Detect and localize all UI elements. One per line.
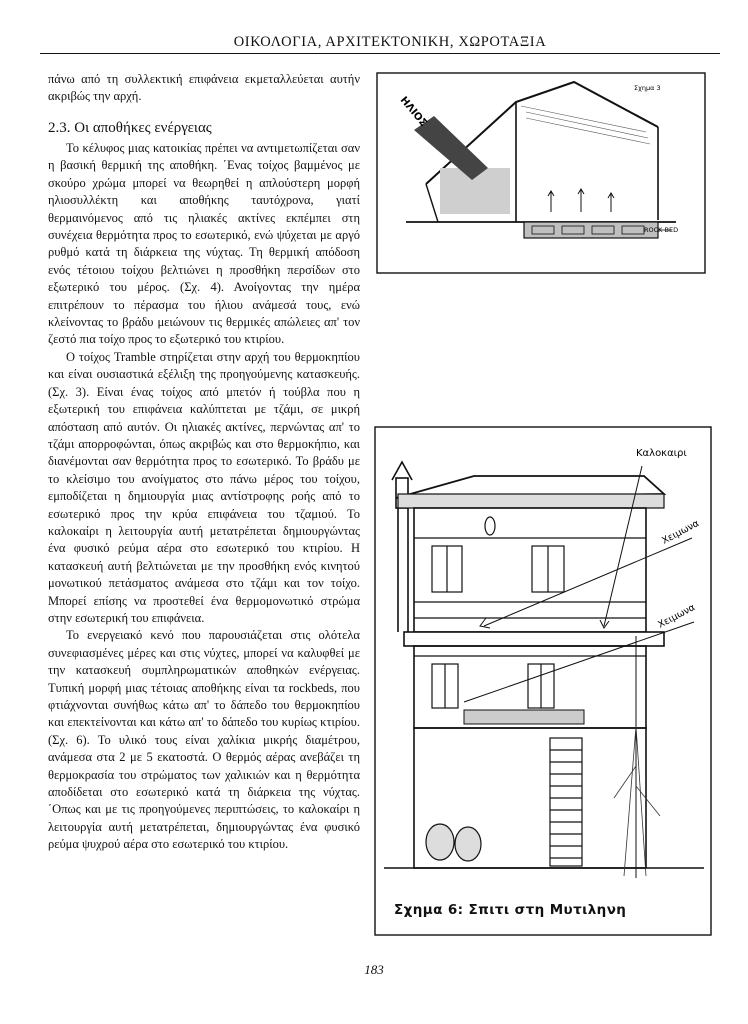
running-header: ΟΙΚΟΛΟΓΙΑ, ΑΡΧΙΤΕΚΤΟΝΙΚΗ, ΧΩΡΟΤΑΞΙΑ xyxy=(233,34,547,50)
summer-label: Καλοκαιρι xyxy=(636,448,687,459)
figure-6-drawing xyxy=(374,426,712,936)
figure-3-drawing xyxy=(376,72,706,274)
sun-label: ΗΛΙΟΣ xyxy=(397,94,429,129)
intro-paragraph xyxy=(48,71,360,106)
winter-label-2: Χειμωνα xyxy=(656,601,698,631)
staircase xyxy=(550,738,582,866)
sun-direction-lines xyxy=(464,466,694,878)
jars xyxy=(426,824,481,861)
header-rule xyxy=(40,53,720,54)
solar-storage xyxy=(464,710,584,724)
rock-bed-label: ROCK BED xyxy=(644,226,679,234)
eave xyxy=(398,494,664,508)
winter-label-1: Χειμωνα xyxy=(660,517,702,547)
upper-floor xyxy=(414,508,646,632)
paragraph-3: Το ενεργειακό κενό που παρουσιάζεται στις ολότελα συνεφιασμένες μέρες και στις νύχτες, μπορεί να καλυφθεί με την κατασκευή συμπληρωματικών αποθηκών ενέργειας. Τυπική μορφή μιας τέτοιας αποθήκης είναι τα rockbeds, που φτιάχνονται συνήθως κάτω απ' το δάπεδο του θερμοκηπίου και επεκτείνονται και κάτω απ' το δάπεδο του κυρίως κτιρίου. (Σχ. 6). Το υλικό τους είναι χαλίκια μικρής διαμέτρου, ανάμεσα στα 2 με 5 εκατοστά. Ο θερμός αέρας ανεβάζει τη θερμοκρασία του στρώματος των χαλικιών και η θερμότητα αποδίδεται στο εσωτερικό κατά τη διάρκεια της νύχτας. ΄Οπως και με τις προηγούμενες περιπτώσεις, το καλοκαίρι η λειτουργία αυτή μετατρέπεται, δημιουργώντας ένα φυσικό ρεύμα ψυχρού αέρα στο εσωτερικό του κτιρίου. xyxy=(48,628,360,852)
figure-3-frame xyxy=(377,73,705,273)
figure-6-caption: Σχημα 6: Σπιτι στη Μυτιληνη xyxy=(394,902,627,918)
chimney xyxy=(392,462,412,632)
tree xyxy=(614,726,660,876)
glazing xyxy=(426,184,438,222)
figure-3-label: Σχημα 3 xyxy=(634,84,661,92)
paragraph-2: Ο τοίχος Tramble στηρίζεται στην αρχή του θερμοκηπίου και είναι ουσιαστικά εξέλιξη της προηγούμενης κατασκευής. (Σχ. 3). Είναι ένας τοίχος από μπετόν ή τούβλα που η εξωτερική του επιφάνεια καλύπτεται με τζάμι, σε μικρή απόσταση από αυτόν. Οι ηλιακές ακτίνες, περνώντας απ' το τζάμι απορροφώνται, όπως ακριβώς και στο θερμοκήπιο, και διανέμονται σαν θερμότητα προς το εσωτερικό. Το βράδυ με το κλείσιμο του ανοίγματος στο πάνω μέρος του τοίχου, εμποδίζεται η δημιουργία μιας αντίστροφης ροής από το εσωτερικό προς την κρύα επιφάνεια του τζαμιού. Το καλοκαίρι η λειτουργία αυτή μετατρέπεται δημιουργώντας ένα φυσικό ρεύμα αέρα στο εσωτερικό του κτιρίου. Η κατασκευή αυτή βελτιώνεται με την προσθήκη ενός κινητού μονωτικού πετάσματος ανάμεσα στο τζάμι και τον τοίχο. Μπορεί επίσης να προστεθεί ένα θερμομονωτικό στρώμα στην εσωτερική του επιφάνεια. xyxy=(48,349,360,625)
rock-bed xyxy=(524,222,658,238)
section-title: 2.3. Οι αποθήκες ενέργειας xyxy=(48,120,212,136)
page-number: 183 xyxy=(364,962,384,977)
paragraph-1: Το κέλυφος μιας κατοικίας πρέπει να αντιμετωπίζεται σαν η βασική θερμική της αποθήκη. ΄Ενας τοίχος βαμμένος με σκούρο χρώμα μπορεί να θεωρηθεί η απλούστερη μορφή ηλιοσυλλέκτη και αποθήκης ταυτόχρονα, γιατί θερμαινόμενος από τις ηλιακές ακτίνες εκπέμπει στη συνέχεια θερμότητα προς το εσωτερικό, ενώ ψύχεται με αργό ρυθμό κατά τη διάρκεια της νύχτας. Τη θερμική απόδοση ενός τέτοιου τοίχου βελτιώνει η προσθήκη περσίδων στο εξωτερικό του μέρος. (Σχ. 4). Ανοίγοντας την ημέρα επιτρέπουν το πέρασμα του ήλιου ανάμεσά τους, ενώ κλείνοντας το βράδυ μειώνουν τις θερμικές απώλειες απ' τον ζεστό πια τοίχο προς το εξωτερικό του κτιρίου. xyxy=(48,141,360,347)
section-body xyxy=(48,140,360,854)
mid-beam xyxy=(404,632,664,646)
intro-text: πάνω από τη συλλεκτική επιφάνεια εκμεταλλεύεται αυτήν ακριβώς την αρχή. xyxy=(48,72,360,104)
